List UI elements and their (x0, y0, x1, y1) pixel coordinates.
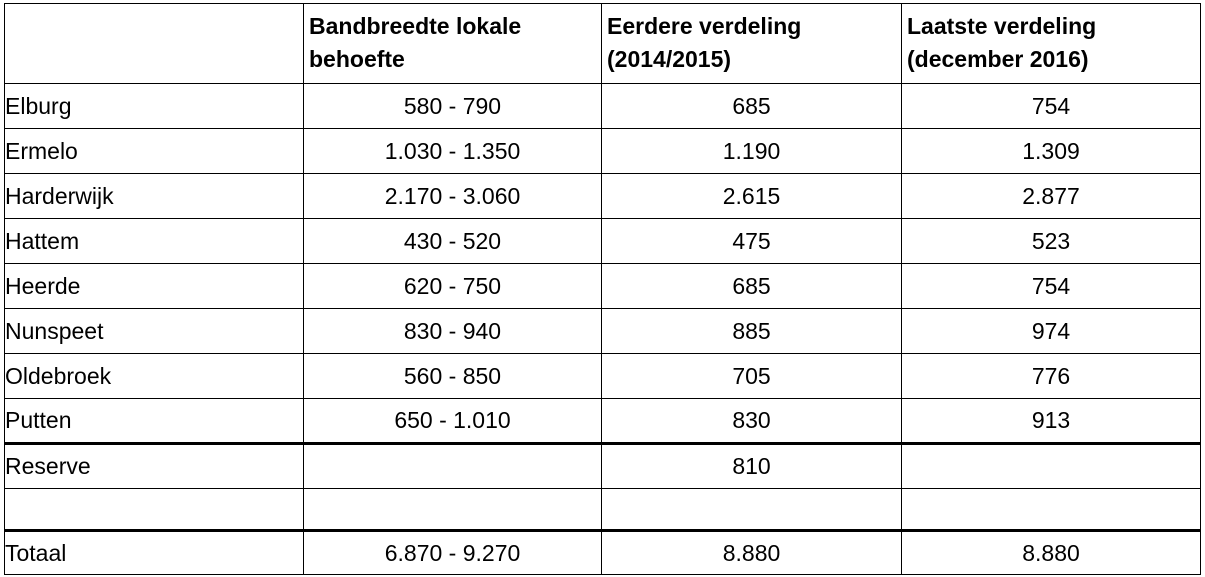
earlier-allocation: 685 (602, 84, 902, 129)
table-row (5, 264, 1201, 309)
total-row (5, 531, 1201, 575)
earlier-allocation: 2.615 (602, 174, 902, 219)
earlier-allocation: 475 (602, 219, 902, 264)
latest-allocation: 974 (902, 309, 1201, 354)
reserve-range (304, 444, 602, 489)
header-cell-municipality (5, 4, 304, 84)
empty-cell (902, 489, 1201, 531)
municipality-name: Oldebroek (5, 354, 304, 399)
total-latest-allocation: 8.880 (902, 531, 1201, 575)
municipality-name: Heerde (5, 264, 304, 309)
latest-allocation: 754 (902, 264, 1201, 309)
local-demand-range: 620 - 750 (304, 264, 602, 309)
local-demand-range: 650 - 1.010 (304, 399, 602, 444)
latest-allocation: 754 (902, 84, 1201, 129)
latest-allocation: 523 (902, 219, 1201, 264)
earlier-allocation: 830 (602, 399, 902, 444)
local-demand-range: 430 - 520 (304, 219, 602, 264)
local-demand-range: 830 - 940 (304, 309, 602, 354)
total-earlier-allocation: 8.880 (602, 531, 902, 575)
empty-cell (602, 489, 902, 531)
header-cell-local-demand-range: Bandbreedte lokale behoefte (304, 4, 602, 84)
municipality-name: Elburg (5, 84, 304, 129)
reserve-label: Reserve (5, 444, 304, 489)
header-cell-latest-allocation: Laatste verdeling (december 2016) (902, 4, 1201, 84)
earlier-allocation: 685 (602, 264, 902, 309)
municipality-name: Harderwijk (5, 174, 304, 219)
municipality-name: Ermelo (5, 129, 304, 174)
local-demand-range: 580 - 790 (304, 84, 602, 129)
header-cell-earlier-allocation: Eerdere verdeling (2014/2015) (602, 4, 902, 84)
latest-allocation: 1.309 (902, 129, 1201, 174)
local-demand-range: 1.030 - 1.350 (304, 129, 602, 174)
reserve-row (5, 444, 1201, 489)
table-row (5, 84, 1201, 129)
empty-cell (304, 489, 602, 531)
latest-allocation: 913 (902, 399, 1201, 444)
municipality-name: Nunspeet (5, 309, 304, 354)
total-range: 6.870 - 9.270 (304, 531, 602, 575)
allocation-table (4, 3, 1201, 575)
header-row (5, 4, 1201, 84)
table-row (5, 129, 1201, 174)
earlier-allocation: 1.190 (602, 129, 902, 174)
latest-allocation: 2.877 (902, 174, 1201, 219)
latest-allocation: 776 (902, 354, 1201, 399)
municipality-name: Hattem (5, 219, 304, 264)
empty-cell (5, 489, 304, 531)
earlier-allocation: 885 (602, 309, 902, 354)
table-row (5, 399, 1201, 444)
earlier-allocation: 705 (602, 354, 902, 399)
table-row (5, 219, 1201, 264)
total-label: Totaal (5, 531, 304, 575)
reserve-earlier-allocation: 810 (602, 444, 902, 489)
table-row (5, 354, 1201, 399)
local-demand-range: 560 - 850 (304, 354, 602, 399)
empty-row (5, 489, 1201, 531)
municipality-name: Putten (5, 399, 304, 444)
local-demand-range: 2.170 - 3.060 (304, 174, 602, 219)
table-row (5, 174, 1201, 219)
reserve-latest-allocation (902, 444, 1201, 489)
table-row (5, 309, 1201, 354)
